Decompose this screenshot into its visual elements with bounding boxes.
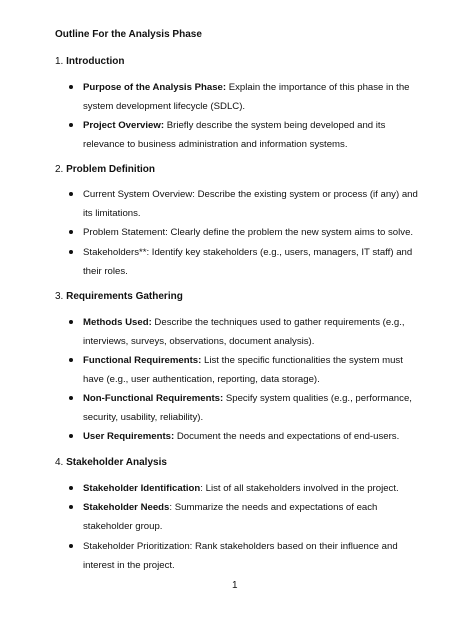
section-heading-problem-definition bbox=[55, 164, 155, 175]
item-text: Problem Statement: Clearly define the problem the new system aims to solve. bbox=[83, 227, 414, 238]
section-number: 4. bbox=[55, 457, 64, 468]
section-heading-requirements-gathering bbox=[55, 291, 183, 302]
item-text: : Summarize the needs and expectations of each stakeholder group. bbox=[83, 502, 378, 532]
section-number: 2. bbox=[55, 164, 64, 175]
document-title: Outline For the Analysis Phase bbox=[55, 29, 202, 40]
section-heading-introduction bbox=[55, 56, 124, 67]
section-title: Problem Definition bbox=[66, 164, 156, 175]
item-text: Document the needs and expectations of end-users. bbox=[174, 431, 400, 442]
item-text: Explain the importance of this phase in the system development lifecycle (SDLC). bbox=[83, 82, 410, 112]
item-lead: Stakeholder Identification bbox=[83, 483, 201, 494]
item-text: Briefly describe the system being developed and its relevance to business administration and information systems. bbox=[83, 120, 386, 150]
list-item bbox=[67, 498, 422, 536]
list-item bbox=[67, 313, 422, 351]
list-item bbox=[67, 389, 422, 427]
list-item bbox=[67, 185, 422, 223]
section-title: Stakeholder Analysis bbox=[66, 457, 167, 468]
item-lead: Purpose of the Analysis Phase: bbox=[83, 82, 227, 93]
item-text: Describe the techniques used to gather requirements (e.g., interviews, surveys, observations, document analysis). bbox=[83, 317, 405, 347]
list-item bbox=[67, 78, 422, 116]
list-item bbox=[67, 479, 422, 498]
item-text: : List of all stakeholders involved in the project. bbox=[200, 483, 399, 494]
item-lead: Functional Requirements: bbox=[83, 355, 202, 366]
item-text: Stakeholder Prioritization: Rank stakeholders based on their influence and interest in the project. bbox=[83, 541, 398, 571]
list-item bbox=[67, 537, 422, 575]
list-item bbox=[67, 427, 422, 446]
section-title: Requirements Gathering bbox=[66, 291, 183, 302]
item-lead: Methods Used: bbox=[83, 317, 152, 328]
list-item bbox=[67, 116, 422, 154]
item-text: Current System Overview: Describe the existing system or process (if any) and its limitations. bbox=[83, 189, 418, 219]
section-number: 3. bbox=[55, 291, 64, 302]
list-item bbox=[67, 243, 422, 281]
item-lead: Stakeholder Needs bbox=[83, 502, 170, 513]
item-text: Specify system qualities (e.g., performance, security, usability, reliability). bbox=[83, 393, 412, 423]
page-number: 1 bbox=[232, 580, 238, 591]
item-lead: User Requirements: bbox=[83, 431, 175, 442]
section-heading-stakeholder-analysis bbox=[55, 457, 167, 468]
item-lead: Project Overview: bbox=[83, 120, 165, 131]
list-item bbox=[67, 351, 422, 389]
section-title: Introduction bbox=[66, 56, 125, 67]
section-number: 1. bbox=[55, 56, 64, 67]
item-text: Stakeholders**: Identify key stakeholders (e.g., users, managers, IT staff) and their roles. bbox=[83, 247, 413, 277]
item-lead: Non-Functional Requirements: bbox=[83, 393, 224, 404]
list-item bbox=[67, 223, 422, 242]
item-text: List the specific functionalities the system must have (e.g., user authentication, reporting, data storage). bbox=[83, 355, 403, 385]
